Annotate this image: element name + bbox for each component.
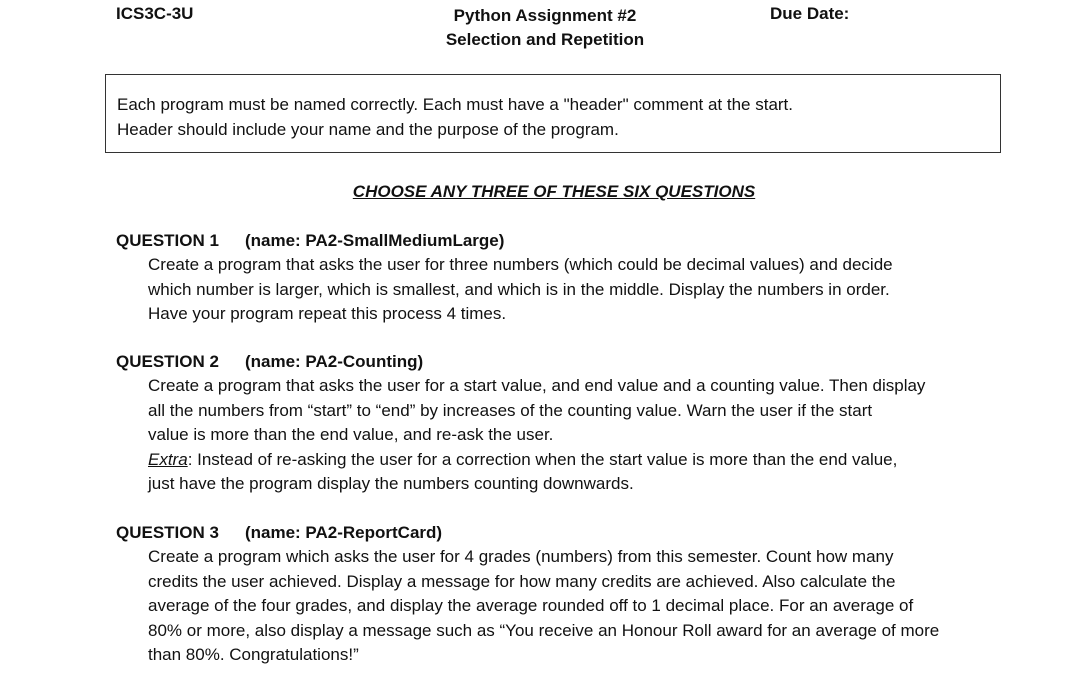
assignment-subtitle: Selection and Repetition [445,30,645,49]
question-3-line-1: Create a program which asks the user for 4 grades (numbers) from this semester. Count how many [148,547,894,566]
question-3-body [116,545,1016,668]
question-1-line-1: Create a program that asks the user for three numbers (which could be decimal values) and decide [148,255,893,274]
extra-label: Extra [148,449,188,469]
question-1-heading [116,229,1016,253]
question-3-line-3: average of the four grades, and display the average rounded off to 1 decimal place. For an average of [148,596,914,615]
question-3-name: (name: PA2-ReportCard) [244,523,443,542]
question-2-label: QUESTION 2 [116,352,219,371]
question-2-heading [116,350,1016,374]
question-2-extra-line-2: just have the program display the numbers counting downwards. [148,474,634,493]
instructions-line-2: Header should include your name and the purpose of the program. [117,120,619,139]
question-2-body [116,374,1016,497]
question-2-line-3: value is more than the end value, and re-ask the user. [148,425,554,444]
question-1-label: QUESTION 1 [116,231,219,250]
choose-instruction: CHOOSE ANY THREE OF THESE SIX QUESTIONS [352,182,756,201]
question-1-line-2: which number is larger, which is smallest, and which is in the middle. Display the numbers in order. [148,279,890,299]
instructions-box [105,74,1001,153]
question-3-label: QUESTION 3 [116,523,219,542]
question-1-name: (name: PA2-SmallMediumLarge) [244,231,505,250]
question-1-body [116,253,1016,327]
question-3-line-2: credits the user achieved. Display a message for how many credits are achieved. Also calculate the [148,571,896,591]
assignment-title-block [400,4,690,52]
question-3-line-5: than 80%. Congratulations!” [148,645,359,664]
question-3 [116,521,1016,668]
question-2-line-1: Create a program that asks the user for a start value, and end value and a counting value. Then display [148,376,926,395]
question-2-line-2: all the numbers from “start” to “end” by increases of the counting value. Warn the user if the start [148,400,873,420]
question-2-extra-text: : Instead of re-asking the user for a correction when the start value is more than the end value, [187,449,898,469]
question-3-line-4: 80% or more, also display a message such as “You receive an Honour Roll award for an average of more [148,620,940,640]
instructions-line-1: Each program must be named correctly. Each must have a "header" comment at the start. [117,95,794,114]
question-2-name: (name: PA2-Counting) [244,352,424,371]
due-date-label: Due Date: [770,4,850,23]
question-1-line-3: Have your program repeat this process 4 times. [148,304,507,323]
question-2 [116,350,1016,497]
question-3-heading [116,521,1016,545]
course-code: ICS3C-3U [116,4,194,23]
question-1 [116,229,1016,327]
assignment-title: Python Assignment #2 [453,6,637,25]
question-2-extra-line-1 [148,448,1016,473]
